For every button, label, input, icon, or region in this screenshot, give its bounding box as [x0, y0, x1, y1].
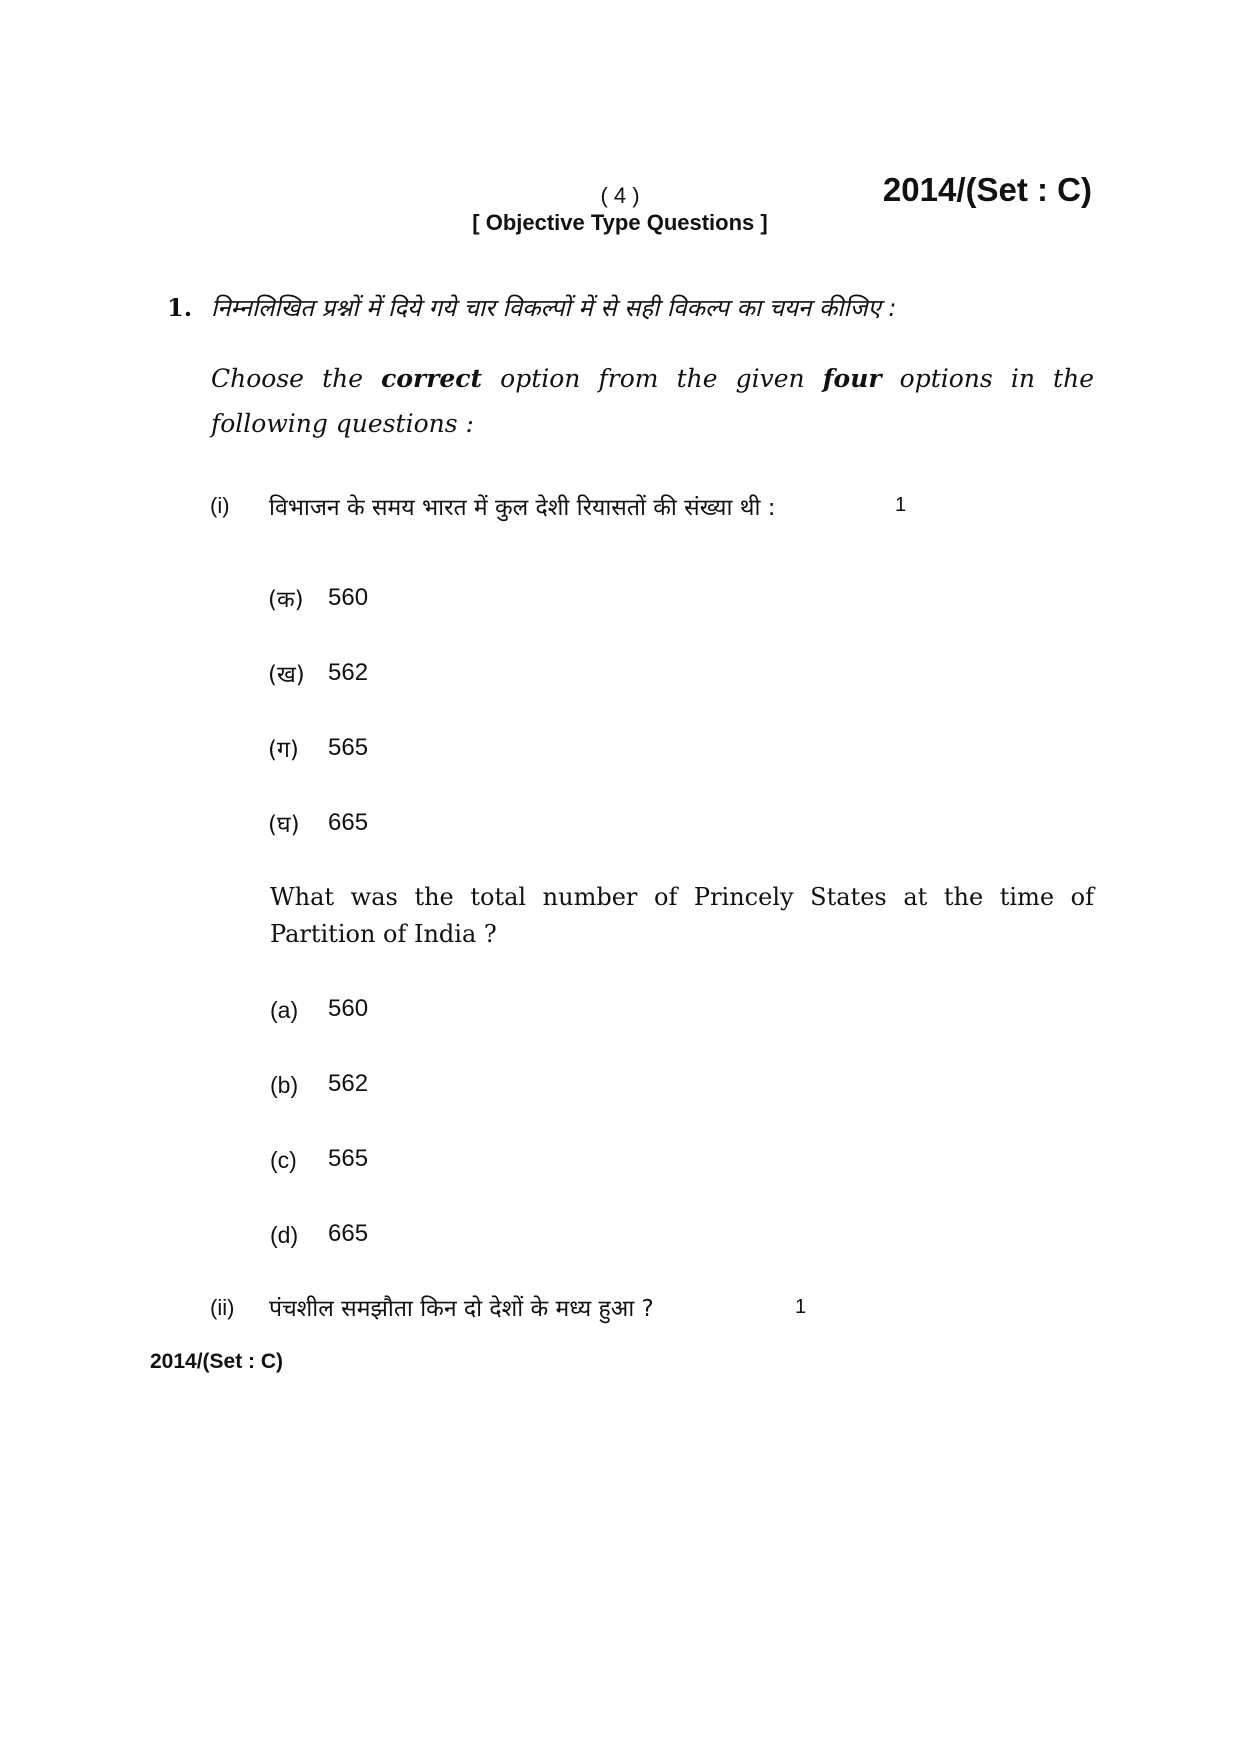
instruction-text: options in the following questions :	[211, 364, 1094, 438]
option-value: 665	[328, 1220, 369, 1247]
option-label: (क)	[268, 587, 304, 613]
subquestion-marker: (ii)	[210, 1295, 235, 1320]
option-label: (ग)	[268, 737, 299, 763]
instruction-text: Choose the	[211, 364, 382, 393]
option-label: (c)	[270, 1147, 297, 1173]
question-instruction-english	[211, 356, 1094, 446]
option-value: 565	[328, 734, 369, 761]
instruction-text: option from the given	[482, 364, 823, 393]
marks: 1	[895, 494, 907, 516]
page-number: ( 4 )	[600, 183, 640, 208]
instruction-emphasis-four: four	[822, 364, 882, 393]
option-value: 665	[328, 809, 369, 836]
question-number: 1.	[167, 293, 193, 322]
marks: 1	[795, 1296, 807, 1318]
subquestion-text-hindi: विभाजन के समय भारत में कुल देशी रियासतों की संख्या थी :	[269, 495, 776, 521]
option-label: (d)	[270, 1222, 299, 1248]
option-label: (घ)	[268, 812, 300, 838]
set-label-header: 2014/(Set : C)	[882, 171, 1092, 208]
option-label: (ख)	[268, 662, 305, 688]
subquestion-marker: (i)	[210, 493, 230, 518]
option-label: (a)	[270, 997, 299, 1023]
option-label: (b)	[270, 1072, 299, 1098]
subquestion-text-english: What was the total number of Princely States at the time of Partition of India ?	[270, 883, 1094, 948]
option-value: 560	[328, 995, 369, 1022]
section-heading: [ Objective Type Questions ]	[472, 210, 768, 235]
option-value: 562	[328, 659, 369, 686]
option-value: 560	[328, 584, 369, 611]
instruction-emphasis-correct: correct	[381, 364, 483, 393]
subquestion-text-hindi: पंचशील समझौता किन दो देशों के मध्य हुआ ?	[269, 1296, 654, 1322]
question-instruction-hindi: निम्नलिखित प्रश्नों में दिये गये चार विकल्पों में से सही विकल्प का चयन कीजिए :	[211, 294, 897, 322]
set-label-footer: 2014/(Set : C)	[150, 1350, 284, 1373]
option-value: 562	[328, 1070, 369, 1097]
option-value: 565	[328, 1145, 369, 1172]
